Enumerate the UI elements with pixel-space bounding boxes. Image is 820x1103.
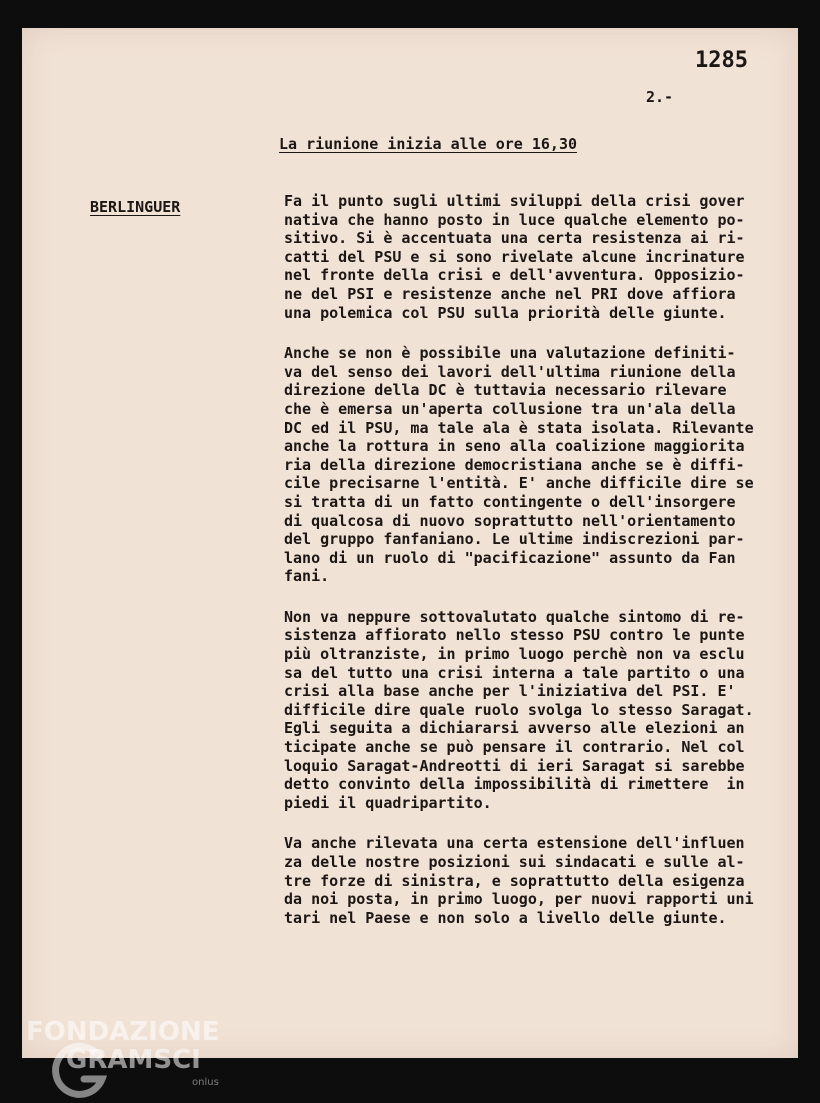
watermark-line-2: GRAMSCI bbox=[66, 1045, 201, 1075]
text-line: sistenza affiorato nello stesso PSU contro le punte bbox=[284, 626, 745, 645]
text-line: direzione della DC è tuttavia necessario rilevare bbox=[284, 381, 727, 400]
text-line: fani. bbox=[284, 567, 330, 586]
text-line: Anche se non è possibile una valutazione definiti- bbox=[284, 344, 736, 363]
text-line: tari nel Paese e non solo a livello delle giunte. bbox=[284, 908, 727, 927]
text-line: va del senso dei lavori dell'ultima riunione della bbox=[284, 362, 736, 381]
text-line: detto convinto della impossibilità di rimettere in bbox=[284, 775, 745, 794]
text-line: ria della direzione democristiana anche se è diffi- bbox=[284, 455, 745, 474]
paragraph bbox=[284, 192, 784, 322]
text-line: crisi alla base anche per l'iniziativa del PSI. E' bbox=[284, 682, 736, 701]
speaker-name: BERLINGUER bbox=[90, 198, 181, 216]
text-line: catti del PSU e si sono rivelate alcune incrinature bbox=[284, 247, 745, 266]
gramsci-g-logo-icon bbox=[50, 1041, 110, 1101]
text-line: sitivo. Si è accentuata una certa resistenza ai ri- bbox=[284, 229, 745, 248]
sub-page-number: 2.- bbox=[646, 88, 674, 106]
text-line: cile precisarne l'entità. E' anche difficile dire se bbox=[284, 474, 754, 493]
text-line: difficile dire quale ruolo svolga lo stesso Saragat. bbox=[284, 700, 754, 719]
watermark-line-1: FONDAZIONE bbox=[26, 1017, 220, 1047]
text-line: Fa il punto sugli ultimi sviluppi della crisi gover bbox=[284, 192, 745, 210]
paragraph bbox=[284, 608, 784, 813]
document-page bbox=[22, 28, 798, 1088]
text-line: del gruppo fanfaniano. Le ultime indiscrezioni par- bbox=[284, 530, 745, 549]
speech-body bbox=[284, 192, 784, 949]
text-line: piedi il quadripartito. bbox=[284, 793, 492, 812]
text-line: Non va neppure sottovalutato qualche sintomo di re- bbox=[284, 607, 745, 626]
text-line: DC ed il PSU, ma tale ala è stata isolata. Rilevante bbox=[284, 418, 754, 437]
watermark-suffix: onlus bbox=[192, 1077, 219, 1088]
text-line: za delle nostre posizioni sui sindacati e sulle al- bbox=[284, 853, 745, 871]
paragraph bbox=[284, 344, 784, 586]
text-line: anche la rottura in seno alla coalizione maggiorita bbox=[284, 437, 745, 456]
text-line: Egli seguita a dichiararsi avverso alle elezioni an bbox=[284, 719, 745, 738]
text-line: ne del PSI e resistenze anche nel PRI dove affiora bbox=[284, 284, 736, 303]
meeting-start-heading: La riunione inizia alle ore 16,30 bbox=[279, 135, 578, 153]
text-line: si tratta di un fatto contingente o dell'insorgere bbox=[284, 492, 736, 511]
text-line: Va anche rilevata una certa estensione dell'influen bbox=[284, 834, 745, 853]
text-line: nel fronte della crisi e dell'avventura. Opposizio- bbox=[284, 266, 745, 285]
text-line: sa del tutto una crisi interna a tale partito o una bbox=[284, 663, 745, 682]
page-number: 1285 bbox=[695, 48, 748, 73]
fondazione-gramsci-watermark bbox=[26, 1013, 236, 1103]
text-line: tre forze di sinistra, e soprattutto della esigenza bbox=[284, 871, 745, 890]
text-line: da noi posta, in primo luogo, per nuovi rapporti uni bbox=[284, 890, 754, 909]
text-line: più oltranziste, in primo luogo perchè non va esclu bbox=[284, 645, 745, 664]
text-line: che è emersa un'aperta collusione tra un'ala della bbox=[284, 399, 736, 418]
text-line: lano di un ruolo di "pacificazione" assunto da Fan bbox=[284, 548, 736, 567]
text-line: ticipate anche se può pensare il contrario. Nel col bbox=[284, 738, 745, 757]
paragraph bbox=[284, 834, 784, 927]
text-line: una polemica col PSU sulla priorità delle giunte. bbox=[284, 303, 727, 322]
text-line: loquio Saragat-Andreotti di ieri Saragat si sarebbe bbox=[284, 756, 745, 775]
text-line: di qualcosa di nuovo soprattutto nell'orientamento bbox=[284, 511, 736, 530]
text-line: nativa che hanno posto in luce qualche elemento po- bbox=[284, 210, 745, 229]
